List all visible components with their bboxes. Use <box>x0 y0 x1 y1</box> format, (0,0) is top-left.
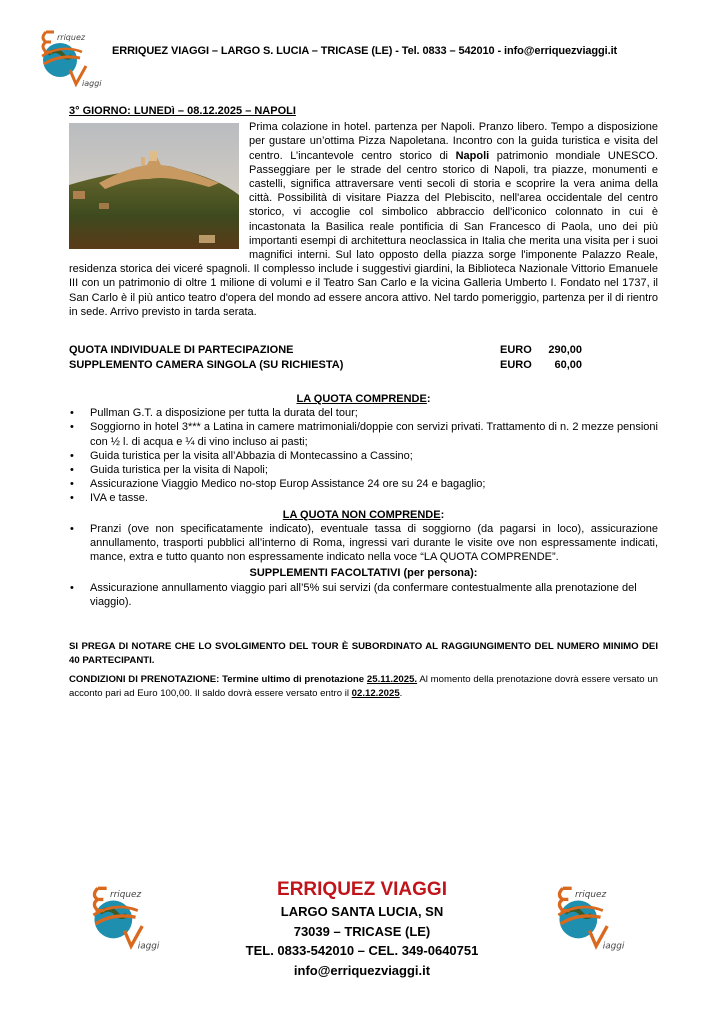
footer-email: info@erriquezviaggi.it <box>293 962 431 978</box>
svg-text:rriquez: rriquez <box>110 890 142 901</box>
includes-title-text: LA QUOTA COMPRENDE <box>296 393 427 406</box>
includes-title <box>69 392 658 406</box>
desc-text: Prima colazione in hotel. partenza per Napoli. Pranzo libero. Tempo a disposizione per gustare un’ottima Pizza Napoletana. Incontro con la guida turistica e visita del centro. L’incantevole centro storico di <box>249 121 658 162</box>
list-item: • Assicurazione Viaggio Medico no-stop Europ Assistance 24 ore su 24 e bagaglio; <box>69 477 658 491</box>
optional-list <box>69 581 658 609</box>
town-photo <box>69 123 239 249</box>
price-amount: 290,00 <box>548 344 582 357</box>
excludes-title-text: LA QUOTA NON COMPRENDE <box>282 508 441 521</box>
svg-text:rriquez: rriquez <box>57 33 86 42</box>
company-logo-icon <box>30 20 102 92</box>
list-item: • IVA e tasse. <box>69 491 658 505</box>
list-item: • Pranzi (ove non specificatamente indicato), eventuale tassa di soggiorno (da pagarsi in loco), assicurazione annullamento, trasporti pubblici all’interno di Roma, ingressi vari durante le visite ove non espressamente indicati, mance, extra e tutto quanto non espressamente indicato nella voce “LA QUOTA COMPRENDE”. <box>69 522 658 565</box>
desc-text-cont: patrimonio mondiale UNESCO. Passeggiare per le strade del centro storico di Napoli, tra piazze, monumenti e castelli, significa attraversare venti secoli di storia e scoprire la vera anima della città. Possibilità di visitare Piazza del Plebiscito, nell'area occidentale del centro storico, vi accoglie col simbolico abbraccio dell'iconico colonnato in cui è incastonata la Basilica reale pontificia di San Francesco di Paola, uno dei più importanti esempi di architettura neoclassica in Italia che merita una visita per i suoi magnifici interni. Sul lato opposto della piazza sorge l'imponente Palazzo Reale, residenza storica dei viceré spagnoli. Il complesso include i suggestivi giardini, la Biblioteca Nazionale Vittorio Emanuele III con un patrimonio di oltre 1 milione di volumi e il Teatro San Carlo e la vicina Galleria Umberto I. Fondato nel 1737, il San Carlo è il più antico teatro d'opera del mondo ad essere ancora attivo. Nel tardo pomeriggio, partenza per il di rientro in sede. Arrivo previsto in tarda serata. <box>69 149 658 318</box>
list-item: • Guida turistica per la visita all’Abbazia di Montecassino a Cassino; <box>69 449 658 463</box>
conditions-deadline-text: Termine ultimo di prenotazione <box>219 674 367 686</box>
footer-company-name: ERRIQUEZ VIAGGI <box>277 879 447 900</box>
footer-city: 73039 – TRICASE (LE) <box>293 923 431 939</box>
footer-logo-left-icon <box>80 875 160 955</box>
conditions-label: CONDIZIONI DI PRENOTAZIONE: <box>69 674 220 686</box>
price-label: QUOTA INDIVIDUALE DI PARTECIPAZIONE <box>69 344 294 357</box>
excludes-title <box>69 508 658 522</box>
svg-text:iaggi: iaggi <box>82 79 102 88</box>
svg-text:iaggi: iaggi <box>602 941 625 952</box>
price-amount: 60,00 <box>554 359 582 372</box>
excludes-list <box>69 522 658 565</box>
footer-contact-block <box>220 878 504 980</box>
footer-address: LARGO SANTA LUCIA, SN <box>280 904 444 919</box>
conditions-deadline-date: 25.11.2025. <box>366 674 418 686</box>
price-row <box>69 358 658 373</box>
price-label: SUPPLEMENTO CAMERA SINGOLA (SU RICHIESTA) <box>69 359 344 372</box>
excludes-title-colon: : <box>440 508 445 521</box>
list-item: • Pullman G.T. a disposizione per tutta la durata del tour; <box>69 406 658 420</box>
minimum-participants-notice: SI PREGA DI NOTARE CHE LO SVOLGIMENTO DEL TOUR È SUBORDINATO AL RAGGIUNGIMENTO DEL NUMERO MINIMO DEI 40 PARTECIPANTI. <box>69 641 658 666</box>
footer-phone: TEL. 0833-542010 – CEL. 349-0640751 <box>245 943 479 958</box>
list-item: • Soggiorno in hotel 3*** a Latina in camere matrimoniali/doppie con servizi privati. Trattamento di n. 2 mezze pensioni con ½ l. di acqua e ¼ di vino incluso ai pasti; <box>69 420 658 448</box>
price-currency: EURO <box>500 359 532 372</box>
list-item: • Guida turistica per la visita di Napoli; <box>69 463 658 477</box>
list-item: • Assicurazione annullamento viaggio pari all’5% sui servizi (da confermare contestualmente alla prenotazione del viaggio). <box>69 581 658 609</box>
price-currency: EURO <box>500 344 532 357</box>
conditions-text: Al momento della prenotazione dovrà essere versato un acconto pari ad Euro 100,00. Il saldo dovrà essere versato entro il <box>69 674 659 700</box>
main-content <box>69 104 658 701</box>
price-row <box>69 343 658 358</box>
desc-bold-napoli: Napoli <box>455 149 490 162</box>
price-table <box>69 343 658 373</box>
svg-text:rriquez: rriquez <box>575 890 607 901</box>
optional-title: SUPPLEMENTI FACOLTATIVI (per persona): <box>249 567 478 580</box>
includes-title-colon: : <box>426 393 431 406</box>
booking-conditions <box>69 673 658 701</box>
header-contact-line: ERRIQUEZ VIAGGI – LARGO S. LUCIA – TRICASE (LE) - Tel. 0833 – 542010 - info@erriquezviaggi.it <box>112 45 618 57</box>
conditions-text-end: . <box>399 688 403 700</box>
svg-text:iaggi: iaggi <box>137 941 160 952</box>
day-title: 3° GIORNO: LUNEDì – 08.12.2025 – NAPOLI <box>69 105 296 117</box>
includes-list <box>69 406 658 505</box>
conditions-balance-date: 02.12.2025 <box>351 688 400 700</box>
footer-logo-right-icon <box>545 875 625 955</box>
